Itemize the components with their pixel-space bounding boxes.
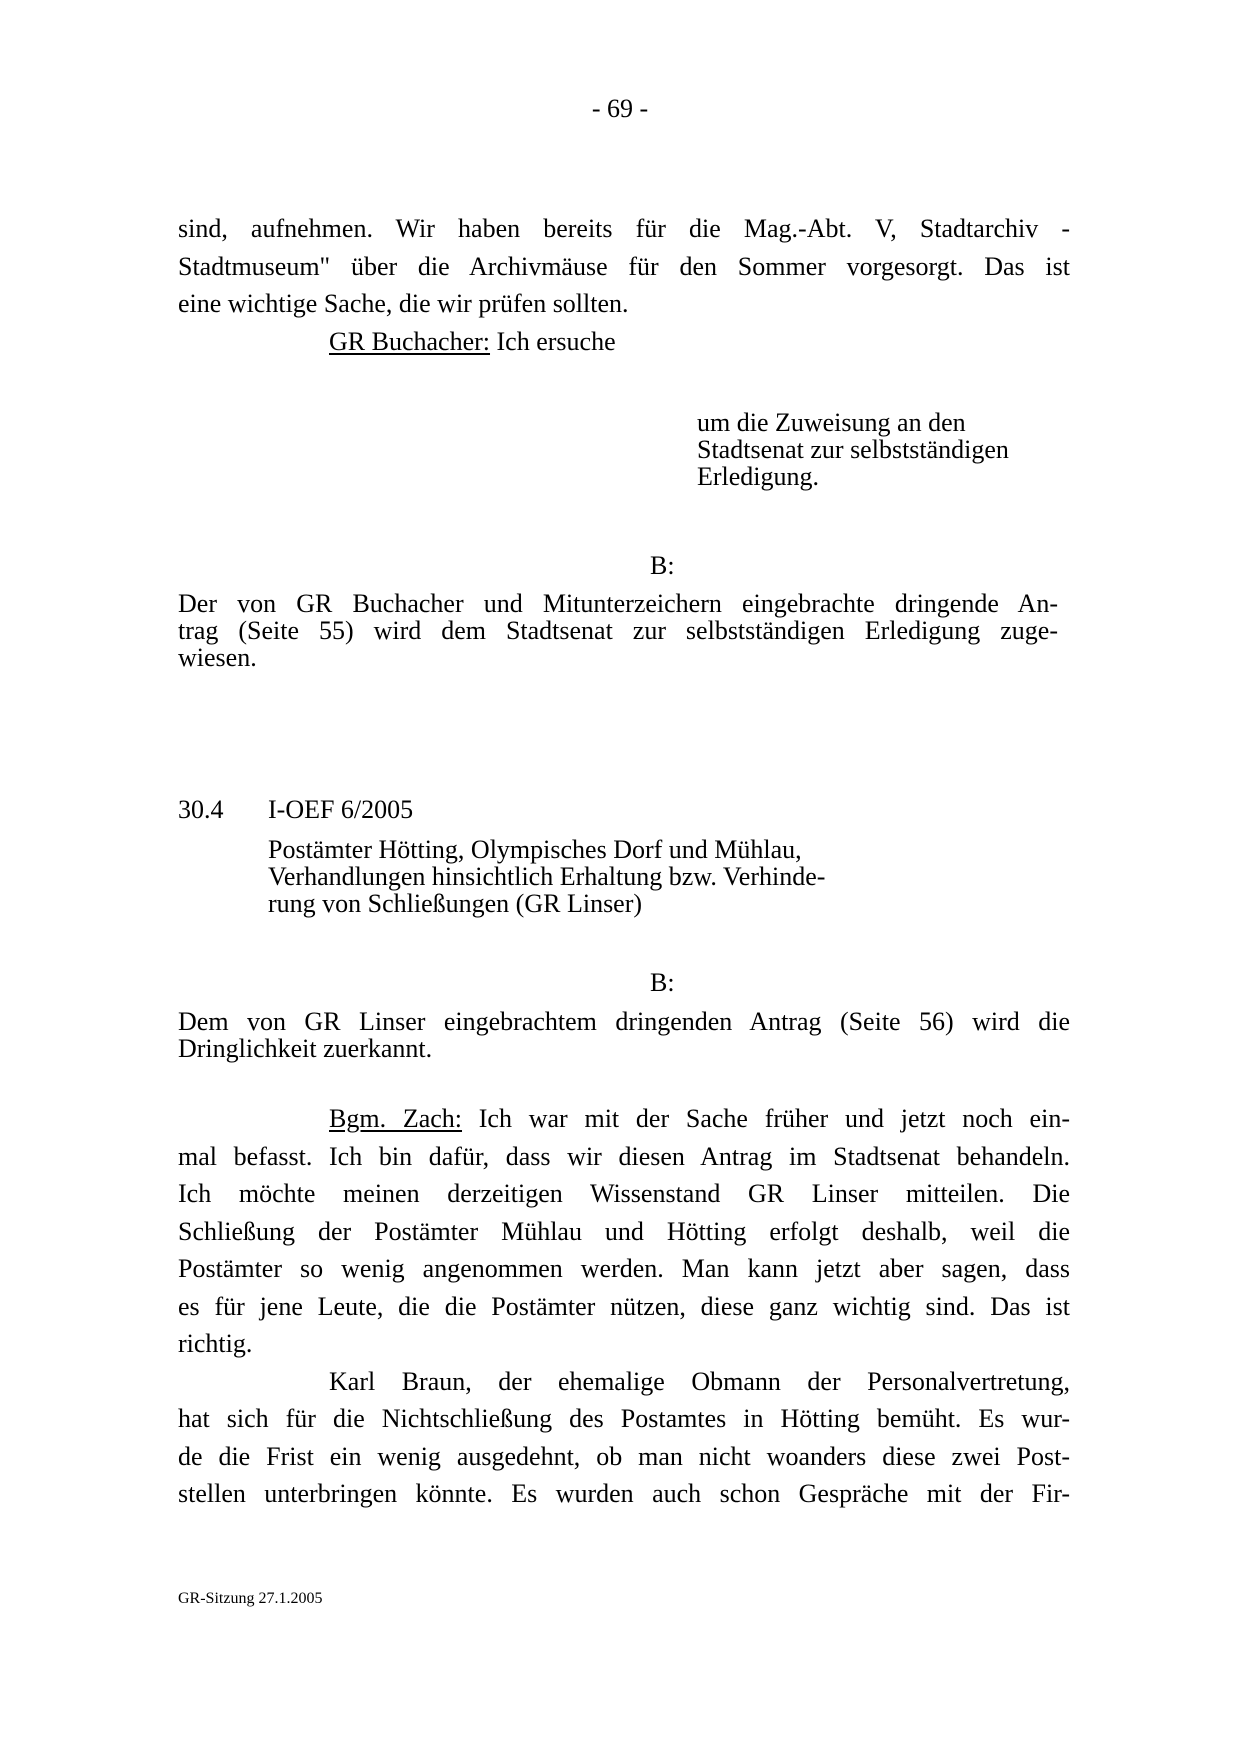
speaker-buchacher: GR Buchacher: bbox=[329, 327, 491, 356]
buchacher-statement bbox=[329, 323, 616, 361]
intro-line-3: eine wichtige Sache, die wir prüfen sollten. bbox=[178, 289, 629, 318]
intro-line-1: sind, aufnehmen. Wir haben bereits für die Mag.-Abt. V, Stadtarchiv - bbox=[178, 214, 1070, 243]
resolution-1-label: B: bbox=[650, 551, 675, 580]
item-number: 30.4 bbox=[178, 795, 224, 824]
zach-p2-line-4: stellen unterbringen könnte. Es wurden auch schon Gespräche mit der Fir- bbox=[178, 1479, 1070, 1508]
zach-p2-line-2: hat sich für die Nichtschließung des Postamtes in Hötting bemüht. Es wur- bbox=[178, 1404, 1070, 1433]
zach-line-2: mal befasst. Ich bin dafür, dass wir diesen Antrag im Stadtsenat behandeln. bbox=[178, 1141, 1070, 1171]
page-number: - 69 - bbox=[591, 94, 649, 123]
resolution-2-line-2: Dringlichkeit zuerkannt. bbox=[178, 1034, 433, 1063]
item-title-line-2: Verhandlungen hinsichtlich Erhaltung bzw. Verhinde- bbox=[268, 862, 826, 891]
item-title bbox=[268, 836, 968, 917]
resolution-1-text bbox=[178, 590, 1058, 671]
resolution-1-line-1: Der von GR Buchacher und Mitunterzeichern eingebrachte dringende An- bbox=[178, 589, 1058, 618]
resolution-2-text bbox=[178, 1008, 1070, 1062]
intro-paragraph bbox=[178, 210, 1070, 323]
zach-line-4: Schließung der Postämter Mühlau und Hötting erfolgt deshalb, weil die bbox=[178, 1216, 1070, 1246]
request-line-2: Stadtsenat zur selbstständigen bbox=[697, 435, 1009, 464]
zach-line-7: richtig. bbox=[178, 1329, 253, 1358]
footer: GR-Sitzung 27.1.2005 bbox=[178, 1590, 323, 1607]
resolution-1-line-3: wiesen. bbox=[178, 643, 257, 672]
request-line-3: Erledigung. bbox=[697, 462, 820, 491]
zach-line-1-text: Ich war mit der Sache früher und jetzt noch ein- bbox=[462, 1104, 1070, 1133]
resolution-2-label: B: bbox=[650, 968, 675, 997]
item-title-line-1: Postämter Hötting, Olympisches Dorf und Mühlau, bbox=[268, 835, 802, 864]
zach-p2-line-1: Karl Braun, der ehemalige Obmann der Personalvertretung, bbox=[329, 1366, 1070, 1396]
intro-line-2: Stadtmuseum" über die Archivmäuse für den Sommer vorgesorgt. Das ist bbox=[178, 251, 1070, 281]
zach-statement bbox=[178, 1100, 1070, 1513]
request-block bbox=[697, 409, 1097, 490]
zach-line-3: Ich möchte meinen derzeitigen Wissenstand GR Linser mitteilen. Die bbox=[178, 1179, 1070, 1208]
resolution-2-line-1: Dem von GR Linser eingebrachtem dringenden Antrag (Seite 56) wird die bbox=[178, 1007, 1070, 1036]
zach-line-1 bbox=[178, 1100, 1070, 1138]
speaker-zach: Bgm. Zach: bbox=[329, 1104, 463, 1133]
request-line-1: um die Zuweisung an den bbox=[697, 408, 966, 437]
item-code: I-OEF 6/2005 bbox=[268, 795, 414, 824]
zach-line-6: es für jene Leute, die die Postämter nützen, diese ganz wichtig sind. Das ist bbox=[178, 1291, 1070, 1321]
item-title-line-3: rung von Schließungen (GR Linser) bbox=[268, 889, 643, 918]
zach-line-5: Postämter so wenig angenommen werden. Man kann jetzt aber sagen, dass bbox=[178, 1254, 1070, 1283]
buchacher-text: Ich ersuche bbox=[490, 327, 616, 356]
resolution-1-line-2: trag (Seite 55) wird dem Stadtsenat zur selbstständigen Erledigung zuge- bbox=[178, 616, 1058, 645]
zach-p2-line-3: de die Frist ein wenig ausgedehnt, ob man nicht woanders diese zwei Post- bbox=[178, 1441, 1070, 1471]
